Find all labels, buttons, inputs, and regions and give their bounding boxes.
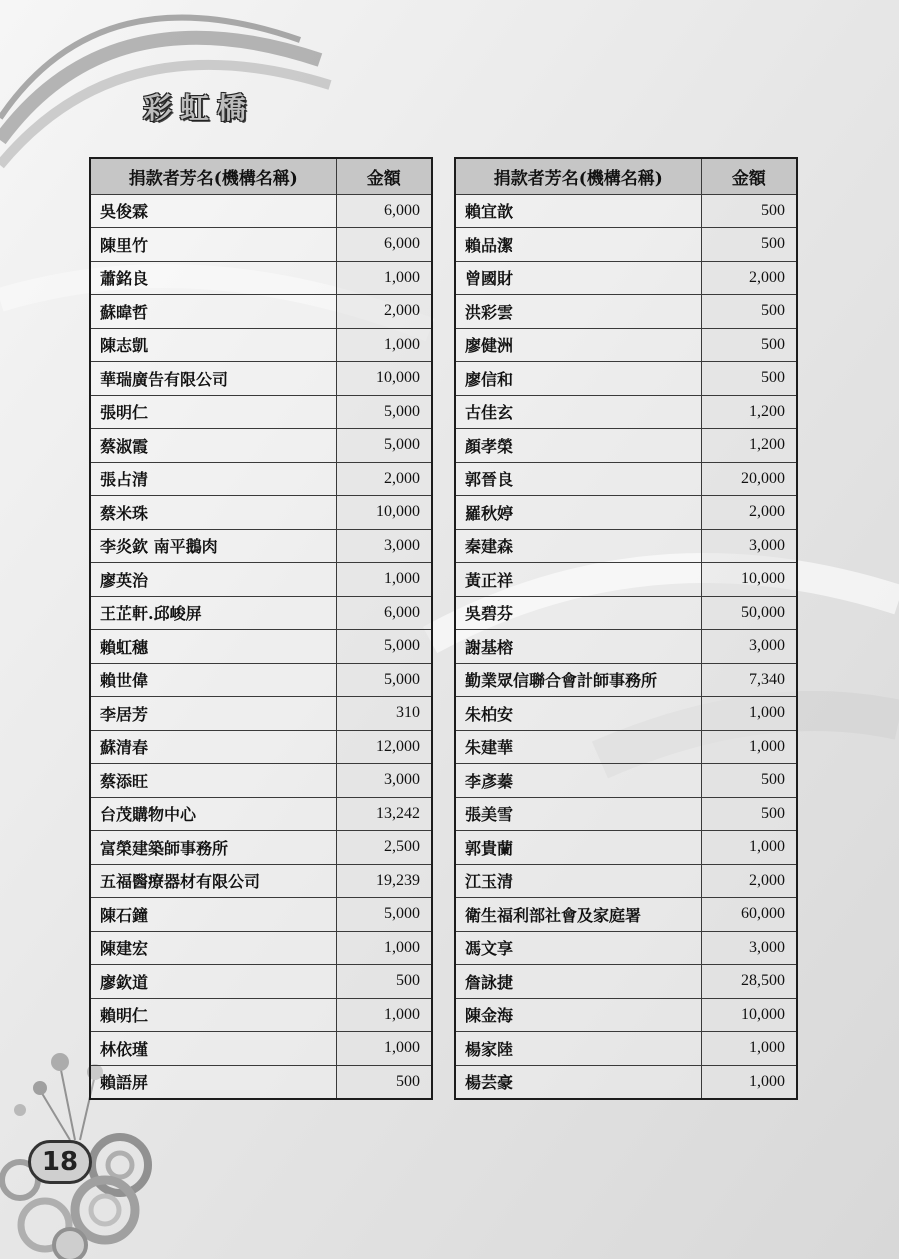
donor-name: 陳志凱 [90, 328, 336, 362]
donation-amount: 500 [336, 965, 432, 999]
table-row [455, 395, 797, 429]
donor-name: 古佳玄 [455, 395, 701, 429]
donor-name: 李彥蓁 [455, 764, 701, 798]
donation-amount: 2,000 [336, 462, 432, 496]
table-header-row [90, 158, 432, 194]
donor-name: 賴宜歆 [455, 194, 701, 228]
donation-amount: 500 [701, 228, 797, 262]
table-row [455, 496, 797, 530]
table-row [90, 596, 432, 630]
table-row [90, 1032, 432, 1066]
donation-amount: 2,500 [336, 831, 432, 865]
donation-amount: 10,000 [701, 563, 797, 597]
table-row [90, 1065, 432, 1099]
table-row [455, 630, 797, 664]
table-row [455, 898, 797, 932]
donor-name: 朱柏安 [455, 697, 701, 731]
donor-name: 吳俊霖 [90, 194, 336, 228]
table-row [455, 295, 797, 329]
donor-name: 台茂購物中心 [90, 797, 336, 831]
table-row [455, 663, 797, 697]
table-row [455, 764, 797, 798]
header-amount: 金額 [701, 158, 797, 194]
donor-name: 張占清 [90, 462, 336, 496]
donor-name: 蘇暐哲 [90, 295, 336, 329]
donor-name: 秦建森 [455, 529, 701, 563]
donor-name: 賴虹穗 [90, 630, 336, 664]
donation-amount: 50,000 [701, 596, 797, 630]
donation-amount: 3,000 [701, 630, 797, 664]
donation-amount: 1,200 [701, 429, 797, 463]
donor-name: 張明仁 [90, 395, 336, 429]
donation-amount: 5,000 [336, 663, 432, 697]
table-row [90, 931, 432, 965]
table-row [90, 563, 432, 597]
header-name: 捐款者芳名(機構名稱) [90, 158, 336, 194]
donation-amount: 60,000 [701, 898, 797, 932]
donation-amount: 6,000 [336, 596, 432, 630]
donor-name: 顏孝榮 [455, 429, 701, 463]
donor-name: 李炎欽 南平鵝肉 [90, 529, 336, 563]
donor-name: 陳建宏 [90, 931, 336, 965]
table-row [90, 797, 432, 831]
table-row [90, 194, 432, 228]
donor-name: 蔡添旺 [90, 764, 336, 798]
table-row [455, 362, 797, 396]
donation-amount: 500 [336, 1065, 432, 1099]
donor-name: 富榮建築師事務所 [90, 831, 336, 865]
table-row [90, 864, 432, 898]
donor-name: 蘇清春 [90, 730, 336, 764]
table-row [90, 496, 432, 530]
donation-amount: 2,000 [701, 496, 797, 530]
table-row [90, 228, 432, 262]
donor-name: 王芷軒.邱峻屏 [90, 596, 336, 630]
header-amount: 金額 [336, 158, 432, 194]
table-row [90, 630, 432, 664]
donor-name: 馮文享 [455, 931, 701, 965]
donation-amount: 500 [701, 764, 797, 798]
donor-name: 五福醫療器材有限公司 [90, 864, 336, 898]
table-row [90, 328, 432, 362]
table-row [455, 228, 797, 262]
donation-amount: 10,000 [336, 362, 432, 396]
donor-name: 謝基榕 [455, 630, 701, 664]
donor-name: 林依瑾 [90, 1032, 336, 1066]
table-row [455, 529, 797, 563]
donor-name: 陳里竹 [90, 228, 336, 262]
table-row [90, 663, 432, 697]
donation-amount: 5,000 [336, 429, 432, 463]
table-row [455, 931, 797, 965]
table-row [455, 1065, 797, 1099]
donation-amount: 12,000 [336, 730, 432, 764]
table-row [90, 395, 432, 429]
donation-amount: 7,340 [701, 663, 797, 697]
donation-amount: 10,000 [701, 998, 797, 1032]
donation-amount: 6,000 [336, 228, 432, 262]
donation-amount: 1,000 [336, 998, 432, 1032]
table-row [455, 697, 797, 731]
donation-table-left [89, 157, 433, 1100]
table-row [455, 328, 797, 362]
table-row [455, 864, 797, 898]
donation-amount: 10,000 [336, 496, 432, 530]
donation-amount: 500 [701, 797, 797, 831]
donor-name: 羅秋婷 [455, 496, 701, 530]
donation-amount: 500 [701, 194, 797, 228]
donor-name: 詹詠捷 [455, 965, 701, 999]
donation-amount: 3,000 [701, 529, 797, 563]
table-row [90, 898, 432, 932]
donation-amount: 20,000 [701, 462, 797, 496]
table-header-row [455, 158, 797, 194]
donation-amount: 3,000 [336, 764, 432, 798]
donation-amount: 1,000 [701, 831, 797, 865]
table-row [90, 965, 432, 999]
donor-name: 陳石鐘 [90, 898, 336, 932]
table-row [455, 797, 797, 831]
table-row [90, 730, 432, 764]
donation-amount: 1,000 [336, 931, 432, 965]
donor-name: 廖信和 [455, 362, 701, 396]
table-row [455, 261, 797, 295]
table-row [455, 563, 797, 597]
donation-amount: 19,239 [336, 864, 432, 898]
header-name: 捐款者芳名(機構名稱) [455, 158, 701, 194]
table-row [90, 529, 432, 563]
donor-name: 賴品潔 [455, 228, 701, 262]
donation-amount: 2,000 [701, 261, 797, 295]
donor-name: 吳碧芬 [455, 596, 701, 630]
page-number: 18 [28, 1140, 92, 1184]
donation-amount: 1,000 [701, 730, 797, 764]
donor-name: 朱建華 [455, 730, 701, 764]
table-row [90, 831, 432, 865]
donor-name: 廖健洲 [455, 328, 701, 362]
donor-name: 郭晉良 [455, 462, 701, 496]
donation-amount: 500 [701, 328, 797, 362]
donation-amount: 2,000 [701, 864, 797, 898]
donation-amount: 6,000 [336, 194, 432, 228]
table-row [455, 1032, 797, 1066]
donation-amount: 28,500 [701, 965, 797, 999]
page-title: 彩虹橋 [143, 91, 255, 125]
donation-amount: 310 [336, 697, 432, 731]
table-row [90, 362, 432, 396]
table-row [455, 998, 797, 1032]
donation-amount: 5,000 [336, 898, 432, 932]
donation-amount: 1,200 [701, 395, 797, 429]
donor-name: 楊芸豪 [455, 1065, 701, 1099]
donation-table-right [454, 157, 798, 1100]
donor-name: 江玉清 [455, 864, 701, 898]
donor-name: 賴語屏 [90, 1065, 336, 1099]
table-row [455, 965, 797, 999]
donor-name: 賴世偉 [90, 663, 336, 697]
table-row [90, 764, 432, 798]
table-row [90, 261, 432, 295]
table-row [455, 730, 797, 764]
donation-amount: 3,000 [336, 529, 432, 563]
donor-name: 勤業眾信聯合會計師事務所 [455, 663, 701, 697]
donor-name: 郭貴蘭 [455, 831, 701, 865]
donation-amount: 1,000 [701, 1032, 797, 1066]
donor-name: 廖欽道 [90, 965, 336, 999]
donation-amount: 1,000 [336, 1032, 432, 1066]
donation-amount: 500 [701, 295, 797, 329]
table-row [90, 295, 432, 329]
table-row [455, 429, 797, 463]
donation-amount: 1,000 [336, 261, 432, 295]
table-row [455, 194, 797, 228]
donation-amount: 1,000 [336, 563, 432, 597]
table-row [455, 596, 797, 630]
donor-name: 楊家陸 [455, 1032, 701, 1066]
donor-name: 衛生福利部社會及家庭署 [455, 898, 701, 932]
donor-name: 華瑞廣告有限公司 [90, 362, 336, 396]
table-row [455, 462, 797, 496]
donation-amount: 5,000 [336, 630, 432, 664]
donation-amount: 1,000 [336, 328, 432, 362]
donation-amount: 1,000 [701, 697, 797, 731]
donor-name: 蕭銘良 [90, 261, 336, 295]
donation-amount: 2,000 [336, 295, 432, 329]
donation-amount: 3,000 [701, 931, 797, 965]
donor-name: 李居芳 [90, 697, 336, 731]
table-row [90, 429, 432, 463]
donation-amount: 5,000 [336, 395, 432, 429]
donor-name: 陳金海 [455, 998, 701, 1032]
donor-name: 蔡米珠 [90, 496, 336, 530]
table-row [90, 462, 432, 496]
donor-name: 曾國財 [455, 261, 701, 295]
donation-amount: 500 [701, 362, 797, 396]
donor-name: 廖英治 [90, 563, 336, 597]
table-row [90, 998, 432, 1032]
donor-name: 洪彩雲 [455, 295, 701, 329]
donation-amount: 1,000 [701, 1065, 797, 1099]
donor-name: 賴明仁 [90, 998, 336, 1032]
table-row [455, 831, 797, 865]
table-row [90, 697, 432, 731]
donor-name: 黃正祥 [455, 563, 701, 597]
donor-name: 張美雪 [455, 797, 701, 831]
donor-name: 蔡淑霞 [90, 429, 336, 463]
donation-amount: 13,242 [336, 797, 432, 831]
